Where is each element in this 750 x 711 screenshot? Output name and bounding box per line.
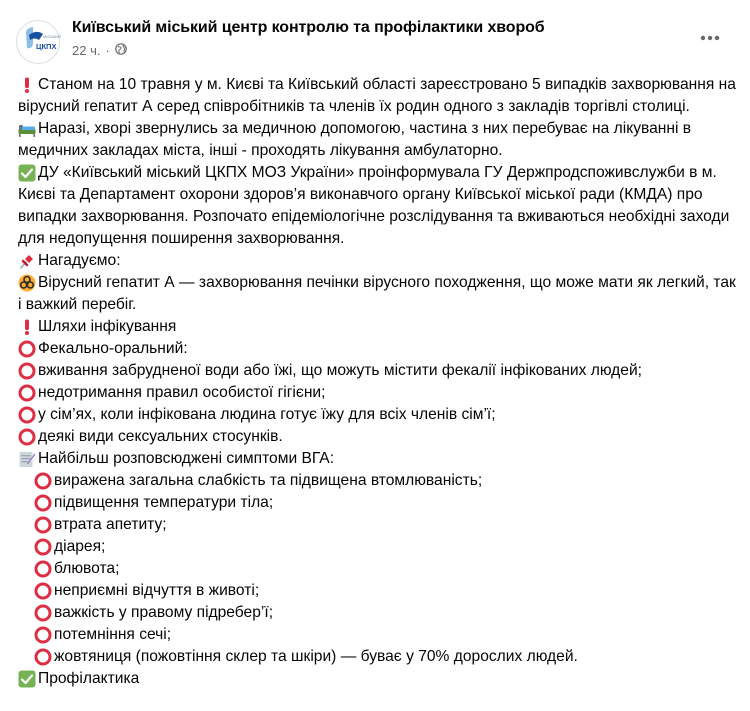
- paragraph-notification: ДУ «Київський міський ЦКПХ МОЗ України» проінформувала ГУ Держпродспоживслужби в м. Києві та Департамент охорони здоров’я виконавчого органу Київської міської ради (КМДА) про випадки захворювання. Розпочато епідеміологічне розслідування та вживаються необхідні заходи для недопущення поширення захворювання.: [18, 164, 730, 247]
- red-circle-icon: [34, 538, 52, 556]
- list-item: у сім’ях, коли інфікована людина готує їжу для всіх членів сім’ї;: [18, 404, 738, 426]
- post-meta: [72, 43, 127, 58]
- more-dots-icon: [700, 35, 720, 41]
- symptom-item: важкість у правому підребер’ї;: [18, 602, 738, 624]
- red-circle-icon: [34, 648, 52, 666]
- page-name[interactable]: Київський міський центр контролю та профілактики хвороб: [72, 19, 545, 36]
- pushpin-icon: [18, 252, 36, 270]
- list-item: деякі види сексуальних стосунків.: [18, 426, 738, 448]
- red-circle-icon: [34, 560, 52, 578]
- red-circle-icon: [34, 604, 52, 622]
- red-circle-icon: [34, 472, 52, 490]
- red-exclamation-icon: [18, 76, 36, 94]
- red-circle-icon: [18, 384, 36, 402]
- red-circle-icon: [34, 494, 52, 512]
- cut-off-line: Профілактика: [18, 668, 738, 690]
- globe-icon[interactable]: [115, 43, 127, 58]
- avatar-small-text: МІСЬКИЙ: [43, 34, 62, 39]
- post-text: [18, 74, 738, 690]
- paragraph-treatment: Наразі, хворі звернулись за медичною допомогою, частина з них перебуває на лікуванні в медичних закладах міста, інші - проходять лікування амбулаторно.: [18, 120, 692, 159]
- symptom-item: втрата апетиту;: [18, 514, 738, 536]
- page-avatar[interactable]: [16, 20, 60, 64]
- hospital-icon: [18, 120, 36, 138]
- red-circle-icon: [34, 582, 52, 600]
- red-circle-icon: [18, 340, 36, 358]
- symptom-item: неприємні відчуття в животі;: [18, 580, 738, 602]
- post-header: [14, 16, 736, 64]
- symptom-item: потемніння сечі;: [18, 624, 738, 646]
- symptom-item: жовтяниця (пожовтіння склер та шкіри) — буває у 70% дорослих людей.: [18, 646, 738, 668]
- symptom-item: діарея;: [18, 536, 738, 558]
- red-circle-icon: [34, 516, 52, 534]
- red-exclamation-icon: [18, 318, 36, 336]
- red-circle-icon: [18, 406, 36, 424]
- paragraph-status: Станом на 10 травня у м. Києві та Київський області зареєстровано 5 випадків захворювання на вірусний гепатит А серед співробітників та членів їх родин одного з закладів торгівлі столиці.: [18, 76, 736, 115]
- routes-title-line: Шляхи інфікування: [18, 316, 738, 338]
- symptom-item: блювота;: [18, 558, 738, 580]
- meta-separator: ·: [105, 43, 110, 58]
- memo-icon: [18, 450, 36, 468]
- green-check-icon: [18, 670, 36, 688]
- list-item: вживання забрудненої води або їжі, що можуть містити фекалії інфікованих людей;: [18, 360, 738, 382]
- avatar-text: ЦКПХ: [36, 42, 57, 51]
- green-check-icon: [18, 164, 36, 182]
- paragraph-definition: Вірусний гепатит А — захворювання печінки вірусного походження, що може мати як легкий, так і важкий перебіг.: [18, 274, 736, 313]
- biohazard-icon: [18, 274, 36, 292]
- red-circle-icon: [34, 626, 52, 644]
- more-options-button[interactable]: [692, 26, 728, 50]
- symptom-item: підвищення температури тіла;: [18, 492, 738, 514]
- red-circle-icon: [18, 428, 36, 446]
- symptoms-title-line: Найбільш розповсюджені симптоми ВГА:: [18, 448, 738, 470]
- symptom-item: виражена загальна слабкість та підвищена втомлюваність;: [18, 470, 738, 492]
- red-circle-icon: [18, 362, 36, 380]
- reminder-line: Нагадуємо:: [18, 250, 738, 272]
- ckph-logo-icon: [17, 21, 62, 63]
- list-item: недотримання правил особистої гігієни;: [18, 382, 738, 404]
- list-item: Фекально-оральний:: [18, 338, 738, 360]
- post-time[interactable]: 22 ч.: [72, 43, 101, 58]
